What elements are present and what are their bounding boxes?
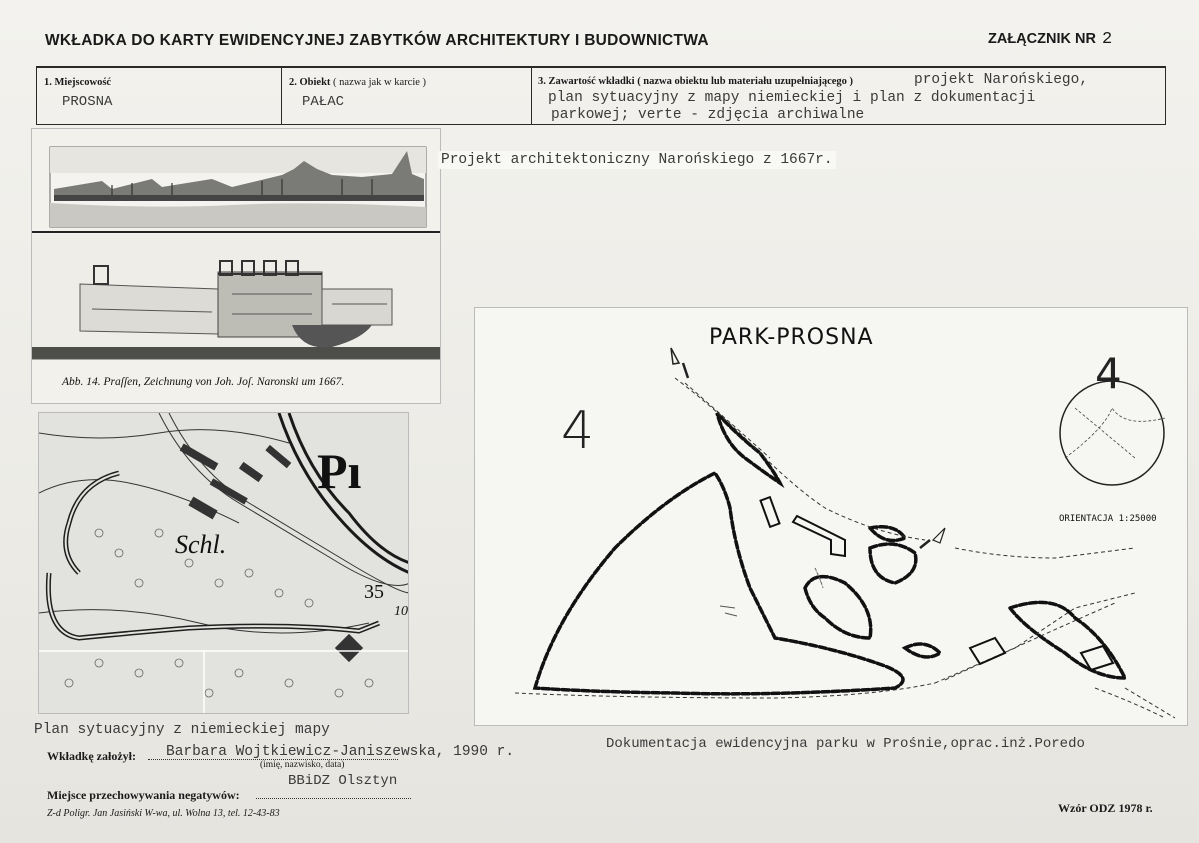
palace-drawing-illustration — [32, 129, 441, 404]
attachment-number-label — [988, 30, 1112, 49]
object-label — [289, 77, 426, 88]
project-caption: Projekt architektoniczny Narońskiego z 1667r. — [438, 151, 836, 169]
park-number-left: 4 — [561, 401, 595, 461]
form-divider-2 — [531, 66, 532, 124]
object-value: PAŁAC — [302, 94, 345, 110]
contents-value-line3: parkowej; verte - zdjęcia archiwalne — [551, 107, 865, 123]
contents-value-line2: plan sytuacyjny z mapy niemieckiej i plan z dokumentacji — [548, 90, 1036, 106]
drawing-caption: Abb. 14. Praſſen, Zeichnung von Joh. Joſ. Naronski um 1667. — [62, 376, 345, 388]
object-label-text: 2. Obiekt — [289, 77, 331, 88]
park-plan-illustration — [475, 308, 1188, 726]
form-divider-right — [1165, 66, 1166, 124]
park-title: PARK-PROSNA — [709, 325, 874, 350]
park-number-right: 4 — [1095, 349, 1122, 398]
park-caption: Dokumentacja ewidencyjna parku w Prośnie,oprac.inż.Poredo — [606, 736, 1085, 752]
author-label: Wkładkę założył: — [47, 749, 136, 763]
place-label: 1. Miejscowość — [44, 77, 112, 88]
author-hint: (imię, nazwisko, data) — [260, 760, 345, 770]
naronski-drawing-photo — [31, 128, 441, 404]
contents-label-hint: ( nazwa obiektu lub materiału uzupełniającego ) — [637, 76, 854, 87]
map-caption: Plan sytuacyjny z niemieckiej mapy — [34, 722, 330, 738]
map-number-10: 10 — [394, 604, 408, 619]
printer-info: Z-d Poligr. Jan Jasiński W-wa, ul. Wolna 13, tel. 12-43-83 — [47, 808, 280, 819]
map-number-35: 35 — [364, 581, 384, 603]
map-label-schl: Schl. — [175, 530, 227, 559]
form-bottom-rule — [36, 124, 1166, 125]
place-value: PROSNA — [62, 94, 113, 110]
sheet-title: WKŁADKA DO KARTY EWIDENCYJNEJ ZABYTKÓW ARCHITEKTURY I BUDOWNICTWA — [45, 32, 709, 49]
form-divider-left — [36, 66, 37, 124]
attachment-number: 2 — [1101, 30, 1113, 49]
form-top-rule — [36, 66, 1166, 68]
contents-value-line1: projekt Narońskiego, — [914, 72, 1089, 88]
situation-map-illustration — [39, 413, 409, 714]
author-value: Barbara Wojtkiewicz-Janiszewska, 1990 r. — [166, 744, 515, 760]
park-plan-photo — [474, 307, 1188, 726]
form-divider-1 — [281, 66, 282, 124]
storage-label: Miejsce przechowywania negatywów: — [47, 788, 240, 802]
german-map-photo — [38, 412, 409, 714]
contents-label — [538, 76, 853, 87]
map-label-pi: Pı — [317, 443, 362, 499]
object-label-hint: ( nazwa jak w karcie ) — [333, 77, 427, 88]
park-orientation: ORIENTACJA 1:25000 — [1059, 514, 1157, 524]
contents-label-text: 3. Zawartość wkładki — [538, 76, 635, 87]
attachment-label: ZAŁĄCZNIK NR — [988, 31, 1096, 47]
form-code: Wzór ODZ 1978 r. — [1058, 801, 1153, 815]
storage-dotted-line — [256, 798, 411, 799]
office-value: BBiDZ Olsztyn — [288, 773, 398, 789]
